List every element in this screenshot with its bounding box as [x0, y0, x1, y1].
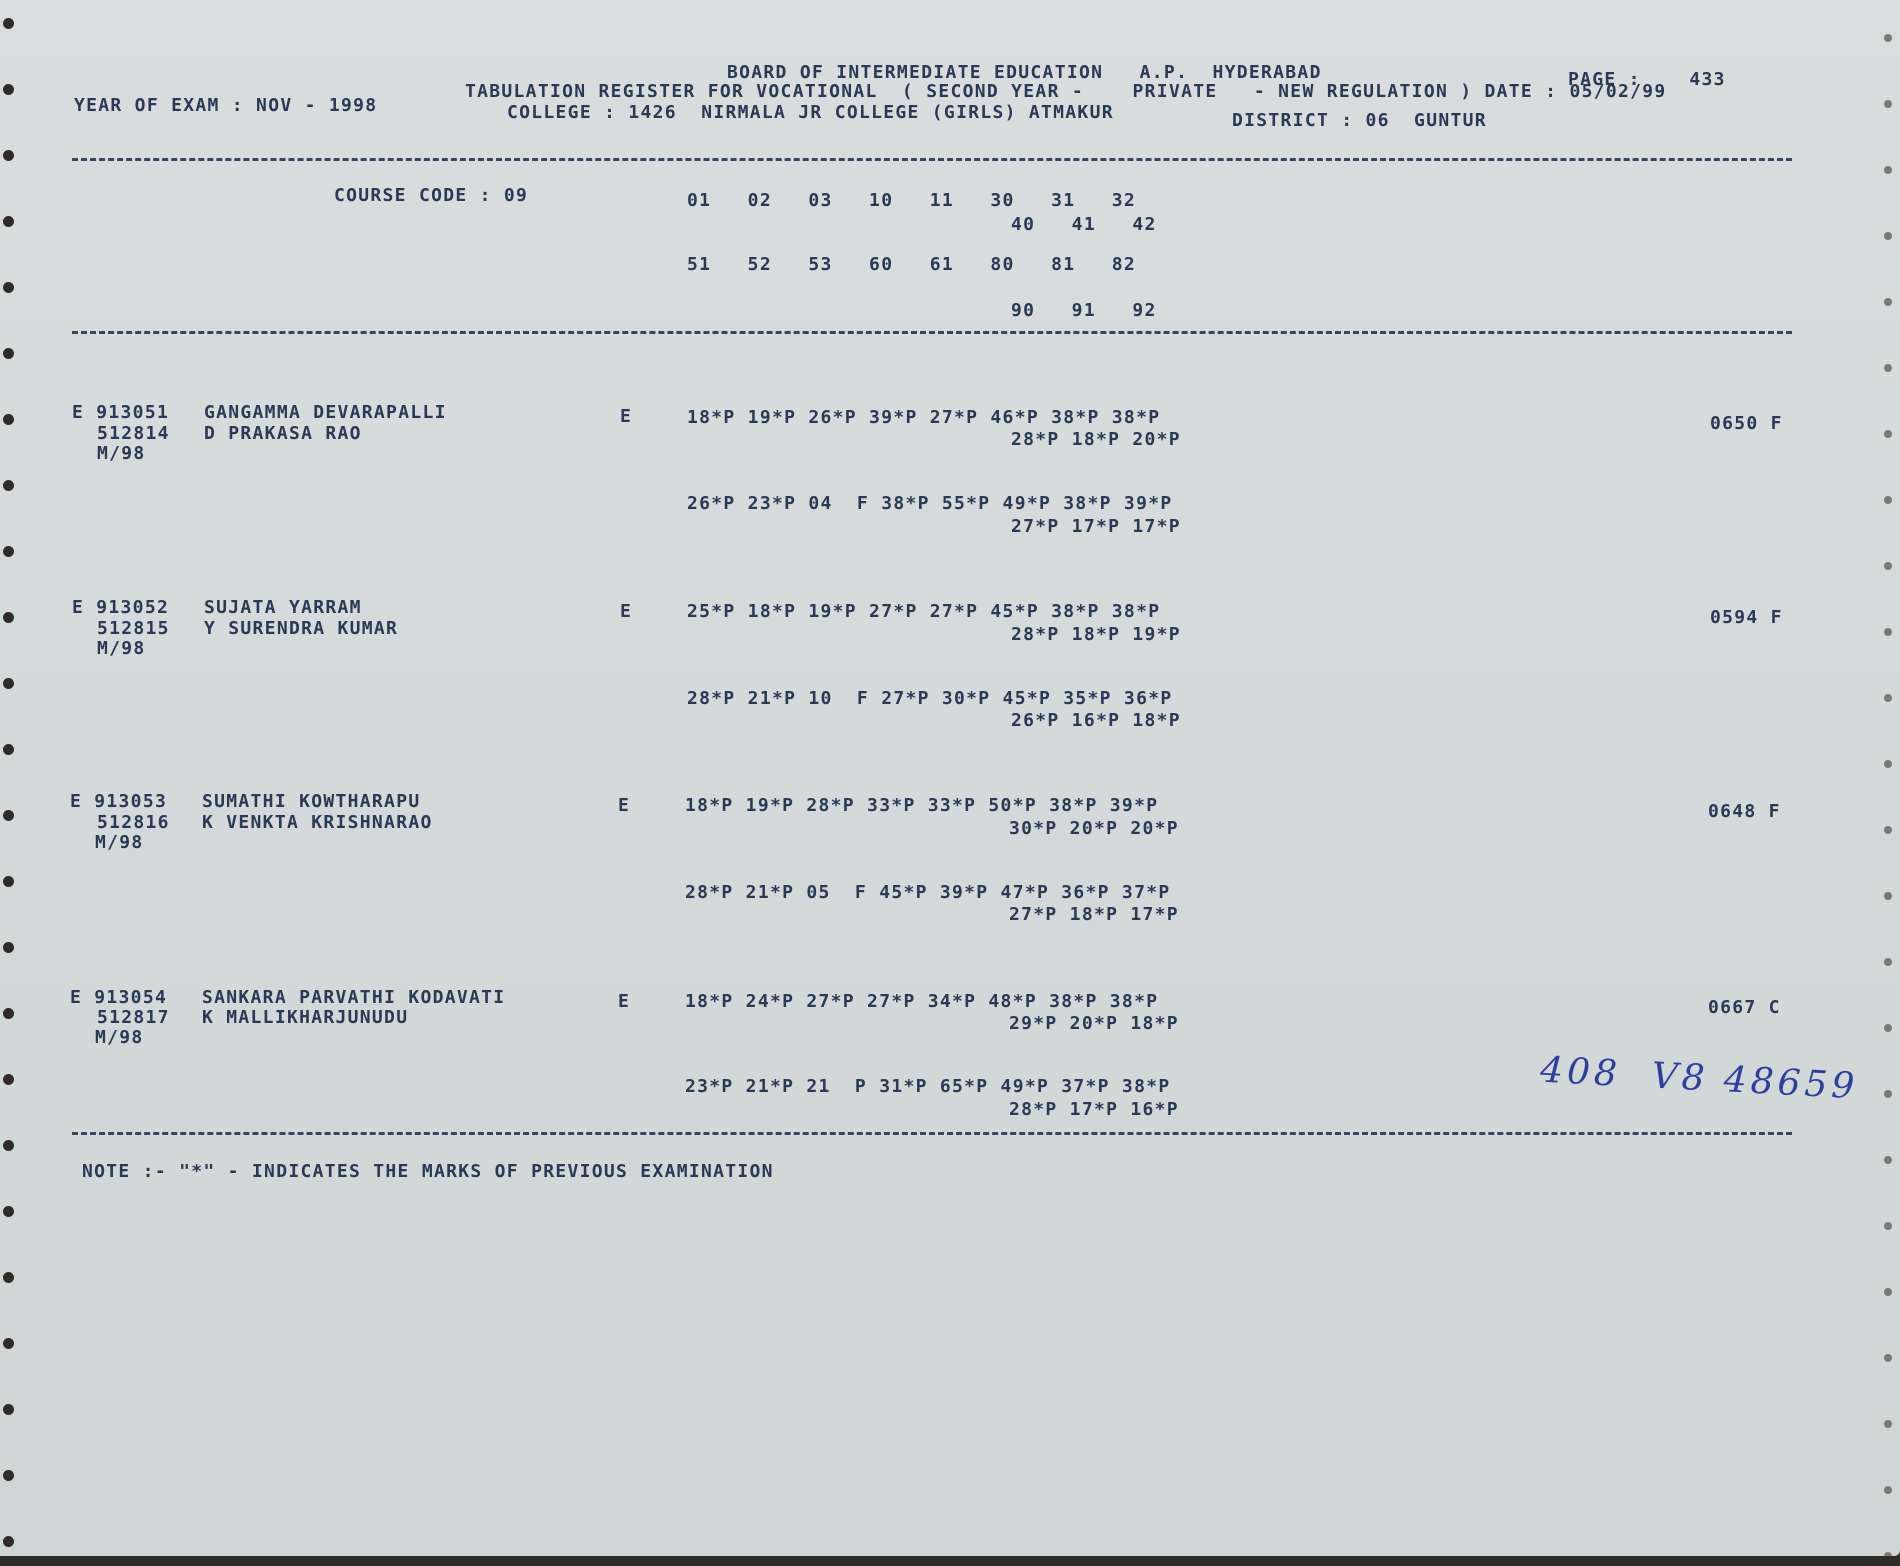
- feed-hole: [1884, 1420, 1892, 1428]
- feed-hole: [3, 1206, 14, 1217]
- feed-hole: [1884, 694, 1892, 702]
- marks-row: 28*P 21*P 10 F 27*P 30*P 45*P 35*P 36*P: [687, 688, 1173, 709]
- feed-hole: [3, 18, 14, 29]
- feed-hole: [1884, 958, 1892, 966]
- medium: E: [618, 991, 631, 1012]
- feed-hole: [3, 1404, 14, 1415]
- total-result: 0648 F: [1708, 801, 1781, 822]
- feed-hole: [1884, 562, 1892, 570]
- parent-name: K VENKTA KRISHNARAO: [202, 812, 433, 833]
- marks-row: 30*P 20*P 20*P: [1009, 818, 1179, 839]
- feed-hole: [1884, 628, 1892, 636]
- feed-hole: [1884, 1486, 1892, 1494]
- feed-hole: [3, 84, 14, 95]
- feed-hole: [3, 678, 14, 689]
- feed-hole: [3, 1536, 14, 1547]
- medium: E: [620, 406, 633, 427]
- subject-codes-row1b: 40 41 42: [1011, 214, 1157, 235]
- feed-hole: [1884, 760, 1892, 768]
- feed-hole: [3, 546, 14, 557]
- feed-hole: [3, 612, 14, 623]
- registration-number: 512817: [97, 1007, 170, 1028]
- student-name: GANGAMMA DEVARAPALLI: [204, 402, 447, 423]
- marks-row: 18*P 24*P 27*P 27*P 34*P 48*P 38*P 38*P: [685, 991, 1159, 1012]
- feed-hole: [1884, 1288, 1892, 1296]
- marks-row: 26*P 23*P 04 F 38*P 55*P 49*P 38*P 39*P: [687, 493, 1173, 514]
- feed-hole: [1884, 430, 1892, 438]
- subject-codes-row2: 51 52 53 60 61 80 81 82: [687, 254, 1137, 275]
- feed-hole: [3, 942, 14, 953]
- total-result: 0667 C: [1708, 997, 1781, 1018]
- feed-hole: [3, 1074, 14, 1085]
- student-name: SUJATA YARRAM: [204, 597, 362, 618]
- student-id: E 913054: [70, 987, 168, 1008]
- course-code: COURSE CODE : 09: [334, 185, 529, 206]
- feed-hole: [3, 744, 14, 755]
- feed-hole: [1884, 1222, 1892, 1230]
- feed-hole: [3, 480, 14, 491]
- feed-hole: [1884, 1354, 1892, 1362]
- feed-hole: [3, 876, 14, 887]
- student-name: SANKARA PARVATHI KODAVATI: [202, 987, 506, 1008]
- district-line: DISTRICT : 06 GUNTUR: [1232, 110, 1487, 131]
- medium: E: [620, 601, 633, 622]
- feed-hole: [3, 414, 14, 425]
- registration-number: 512815: [97, 618, 170, 639]
- marks-row: 18*P 19*P 26*P 39*P 27*P 46*P 38*P 38*P: [687, 407, 1161, 428]
- total-result: 0594 F: [1710, 607, 1783, 628]
- marks-row: 29*P 20*P 18*P: [1009, 1013, 1179, 1034]
- feed-hole: [3, 1470, 14, 1481]
- feed-hole: [3, 810, 14, 821]
- page-number: PAGE : 433: [1568, 69, 1726, 90]
- feed-hole: [1884, 34, 1892, 42]
- feed-hole: [1884, 298, 1892, 306]
- scan-background: [0, 1556, 1900, 1566]
- feed-hole: [1884, 1156, 1892, 1164]
- marks-row: 23*P 21*P 21 P 31*P 65*P 49*P 37*P 38*P: [685, 1076, 1171, 1097]
- student-id: E 913053: [70, 791, 168, 812]
- feed-hole: [1884, 1024, 1892, 1032]
- feed-hole: [1884, 100, 1892, 108]
- student-id: E 913051: [72, 402, 170, 423]
- registration-number: 512816: [97, 812, 170, 833]
- total-result: 0650 F: [1710, 413, 1783, 434]
- exam-session: M/98: [95, 832, 144, 853]
- parent-name: K MALLIKHARJUNUDU: [202, 1007, 409, 1028]
- handwritten-note: 408 V8 48659: [1539, 1049, 1860, 1108]
- tabulation-register-line: TABULATION REGISTER FOR VOCATIONAL ( SECOND YEAR - PRIVATE - NEW REGULATION ) DATE : 05/02/99: [465, 81, 1667, 102]
- medium: E: [618, 795, 631, 816]
- registration-number: 512814: [97, 423, 170, 444]
- tractor-feed-holes-left: [0, 0, 30, 1556]
- feed-hole: [1884, 1090, 1892, 1098]
- marks-row: 28*P 18*P 20*P: [1011, 429, 1181, 450]
- exam-session: M/98: [97, 638, 146, 659]
- marks-row: 28*P 21*P 05 F 45*P 39*P 47*P 36*P 37*P: [685, 882, 1171, 903]
- subject-codes-row1: 01 02 03 10 11 30 31 32: [687, 190, 1137, 211]
- feed-hole: [3, 1272, 14, 1283]
- student-name: SUMATHI KOWTHARAPU: [202, 791, 421, 812]
- student-id: E 913052: [72, 597, 170, 618]
- feed-hole: [1884, 892, 1892, 900]
- feed-hole: [3, 1338, 14, 1349]
- feed-hole: [3, 1008, 14, 1019]
- feed-hole: [1884, 166, 1892, 174]
- marks-row: 26*P 16*P 18*P: [1011, 710, 1181, 731]
- feed-hole: [3, 216, 14, 227]
- separator-top: [72, 158, 1792, 161]
- feed-hole: [1884, 496, 1892, 504]
- marks-row: 18*P 19*P 28*P 33*P 33*P 50*P 38*P 39*P: [685, 795, 1159, 816]
- feed-hole: [3, 150, 14, 161]
- marks-row: 28*P 17*P 16*P: [1009, 1099, 1179, 1120]
- tractor-feed-holes-right: [1870, 0, 1900, 1556]
- separator-header: [72, 331, 1792, 334]
- subject-codes-row3: 90 91 92: [1011, 300, 1157, 321]
- feed-hole: [1884, 826, 1892, 834]
- feed-hole: [3, 282, 14, 293]
- marks-row: 28*P 18*P 19*P: [1011, 624, 1181, 645]
- feed-hole: [1884, 364, 1892, 372]
- marks-row: 27*P 18*P 17*P: [1009, 904, 1179, 925]
- feed-hole: [3, 348, 14, 359]
- feed-hole: [3, 1140, 14, 1151]
- exam-session: M/98: [97, 443, 146, 464]
- board-title: BOARD OF INTERMEDIATE EDUCATION A.P. HYDERABAD: [727, 62, 1322, 83]
- parent-name: Y SURENDRA KUMAR: [204, 618, 399, 639]
- marks-row: 27*P 17*P 17*P: [1011, 516, 1181, 537]
- separator-bottom: [72, 1132, 1792, 1135]
- year-of-exam: YEAR OF EXAM : NOV - 1998: [74, 95, 378, 116]
- marks-row: 25*P 18*P 19*P 27*P 27*P 45*P 38*P 38*P: [687, 601, 1161, 622]
- exam-session: M/98: [95, 1027, 144, 1048]
- feed-hole: [1884, 232, 1892, 240]
- parent-name: D PRAKASA RAO: [204, 423, 362, 444]
- college-line: COLLEGE : 1426 NIRMALA JR COLLEGE (GIRLS) ATMAKUR: [507, 102, 1114, 123]
- footer-note: NOTE :- "*" - INDICATES THE MARKS OF PREVIOUS EXAMINATION: [82, 1161, 774, 1182]
